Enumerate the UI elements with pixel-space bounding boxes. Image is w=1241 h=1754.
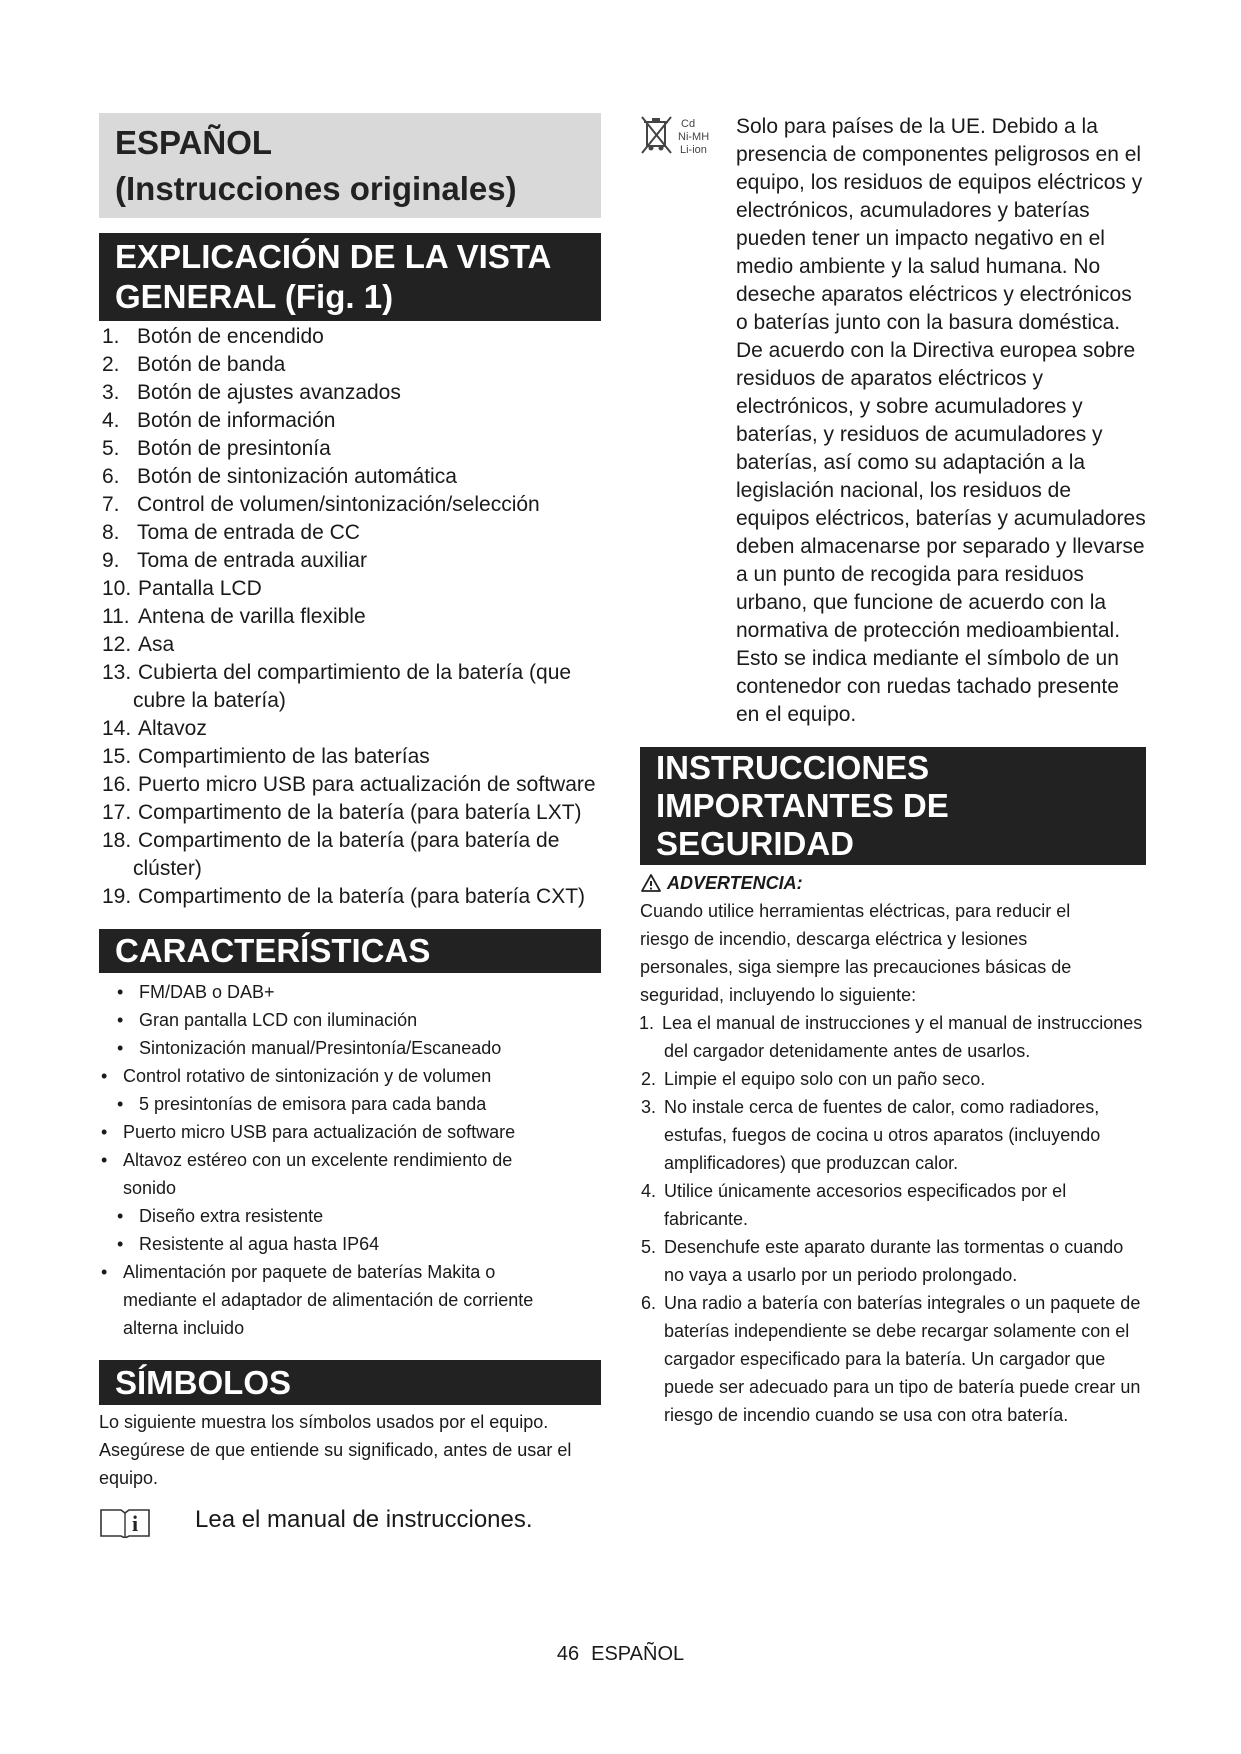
- list-item: [640, 1093, 1146, 1177]
- list-item: [99, 351, 601, 379]
- warning-title: [640, 871, 1146, 895]
- item-number: 2.: [641, 1069, 657, 1089]
- warning-label: ADVERTENCIA:: [667, 873, 803, 893]
- list-item: [99, 978, 601, 1006]
- overview-heading-line1: EXPLICACIÓN DE LA VISTA: [115, 238, 552, 275]
- item-text: Diseño extra resistente: [139, 1206, 324, 1226]
- item-text: Control rotativo de sintonización y de volumen: [123, 1066, 492, 1086]
- weee-label-cd: Cd: [681, 118, 696, 130]
- item-text: Limpie el equipo solo con un paño seco.: [664, 1069, 986, 1089]
- right-column: [640, 113, 1146, 1429]
- item-number: 5.: [102, 437, 120, 460]
- list-item: [99, 771, 601, 799]
- item-number: 19.: [102, 885, 132, 908]
- item-text: Alimentación por paquete de baterías Makita o mediante el adaptador de alimentación de corriente alterna incluido: [123, 1262, 534, 1338]
- item-text: Altavoz estéreo con un excelente rendimiento de sonido: [123, 1150, 513, 1198]
- weee-label-liion: Li-ion: [680, 144, 707, 156]
- item-number: 10.: [102, 577, 132, 600]
- item-text: Una radio a batería con baterías integrales o un paquete de baterías independiente se debe recargar solamente con el cargador especificado para la batería. Un cargador que puede ser adecuado para un tipo de batería puede crear un riesgo de incendio cuando se usa con otra batería.: [664, 1293, 1141, 1425]
- item-text: No instale cerca de fuentes de calor, como radiadores, estufas, fuegos de cocina u otros aparatos (incluyendo amplificadores) que produzcan calor.: [664, 1097, 1101, 1173]
- item-text: Toma de entrada de CC: [137, 521, 360, 544]
- item-number: 6.: [641, 1293, 657, 1313]
- symbol-read-manual: [99, 1502, 601, 1542]
- item-number: 12.: [102, 633, 132, 656]
- item-text: Puerto micro USB para actualización de software: [123, 1122, 516, 1142]
- list-item: [99, 575, 601, 603]
- list-item: [640, 1289, 1146, 1429]
- item-number: 6.: [102, 465, 120, 488]
- item-text: 5 presintonías de emisora para cada banda: [139, 1094, 487, 1114]
- item-number: 18.: [102, 829, 132, 852]
- warning-triangle-icon: [640, 873, 662, 893]
- list-item: [99, 379, 601, 407]
- safety-heading-line3: SEGURIDAD: [656, 825, 855, 862]
- safety-intro: Cuando utilice herramientas eléctricas, para reducir el riesgo de incendio, descarga eléctrica y lesiones personales, siga siempre las precauciones básicas de seguridad, incluyendo lo siguiente:: [640, 901, 1072, 1005]
- item-number: 4.: [641, 1181, 657, 1201]
- item-number: 17.: [102, 801, 132, 824]
- list-item: [640, 1009, 1146, 1065]
- item-text: Botón de ajustes avanzados: [137, 381, 401, 404]
- list-item: [99, 603, 601, 631]
- list-item: [99, 799, 601, 827]
- list-item: [99, 659, 601, 715]
- list-item: [640, 1177, 1146, 1233]
- item-text: Sintonización manual/Presintonía/Escaneado: [139, 1038, 502, 1058]
- svg-text:i: i: [132, 1511, 139, 1536]
- list-item: [99, 547, 601, 575]
- item-text: Botón de banda: [137, 353, 286, 376]
- language-title: ESPAÑOL: [115, 124, 273, 161]
- safety-list: [640, 1009, 1146, 1429]
- item-number: 11.: [102, 605, 130, 628]
- list-item: [99, 1202, 601, 1230]
- item-text: Resistente al agua hasta IP64: [139, 1234, 380, 1254]
- language-subtitle: (Instrucciones originales): [115, 170, 517, 207]
- read-manual-text: Lea el manual de instrucciones.: [195, 1506, 533, 1533]
- item-text: Compartimiento de las baterías: [138, 745, 430, 768]
- bullet: •: [101, 1150, 108, 1170]
- item-number: 1.: [102, 325, 120, 348]
- item-text: Desenchufe este aparato durante las tormentas o cuando no vaya a usarlo por un periodo prolongado.: [664, 1237, 1124, 1285]
- item-text: Botón de información: [137, 409, 336, 432]
- page-number: 46: [556, 1643, 580, 1665]
- item-number: 16.: [102, 773, 132, 796]
- list-item: [99, 715, 601, 743]
- item-number: 7.: [102, 493, 120, 516]
- bullet: •: [117, 1038, 124, 1058]
- list-item: [99, 1258, 571, 1342]
- list-item: [99, 323, 601, 351]
- list-item: [99, 1146, 563, 1202]
- bullet: •: [101, 1122, 108, 1142]
- list-item: [99, 743, 601, 771]
- overview-heading: [99, 233, 601, 321]
- list-item: [99, 883, 601, 911]
- item-text: Cubierta del compartimiento de la batería (que cubre la batería): [133, 661, 572, 712]
- safety-heading-line1: INSTRUCCIONES: [656, 749, 930, 786]
- item-number: 2.: [102, 353, 120, 376]
- weee-block: [640, 113, 1146, 729]
- page-footer: [0, 1642, 1241, 1666]
- bullet: •: [101, 1262, 108, 1282]
- bullet: •: [117, 1094, 124, 1114]
- item-number: 15.: [102, 745, 132, 768]
- features-heading-text: CARACTERÍSTICAS: [115, 932, 431, 969]
- list-item: [99, 1034, 601, 1062]
- language-header: [99, 113, 601, 218]
- bullet: •: [117, 1234, 124, 1254]
- item-text: Utilice únicamente accesorios especificados por el fabricante.: [664, 1181, 1067, 1229]
- list-item: [99, 435, 601, 463]
- symbols-intro: Lo siguiente muestra los símbolos usados por el equipo. Asegúrese de que entiende su significado, antes de usar el equipo.: [99, 1412, 572, 1488]
- item-number: 8.: [102, 521, 120, 544]
- item-text: Gran pantalla LCD con iluminación: [139, 1010, 418, 1030]
- left-column: [99, 113, 601, 1542]
- list-item: [99, 1062, 601, 1090]
- symbols-heading-text: SÍMBOLOS: [115, 1364, 292, 1401]
- list-item: [640, 1233, 1146, 1289]
- item-number: 14.: [102, 717, 132, 740]
- item-text: Asa: [138, 633, 175, 656]
- item-text: Pantalla LCD: [138, 577, 262, 600]
- list-item: [99, 491, 601, 519]
- item-text: Control de volumen/sintonización/selección: [137, 493, 540, 516]
- item-text: Compartimento de la batería (para batería de clúster): [133, 829, 560, 880]
- weee-label-nimh: Ni-MH: [678, 131, 710, 143]
- list-item: [99, 631, 601, 659]
- list-item: [99, 407, 601, 435]
- footer-language: ESPAÑOL: [591, 1643, 685, 1665]
- item-number: 3.: [641, 1097, 657, 1117]
- overview-heading-line2: GENERAL (Fig. 1): [115, 278, 394, 315]
- features-list: [99, 978, 601, 1342]
- item-text: Toma de entrada auxiliar: [137, 549, 367, 572]
- crossed-bin-icon: [640, 113, 724, 165]
- overview-list: [99, 323, 601, 911]
- item-text: Botón de encendido: [137, 325, 324, 348]
- item-number: 9.: [102, 549, 120, 572]
- list-item: [99, 463, 601, 491]
- list-item: [99, 827, 601, 883]
- safety-heading: [640, 747, 1146, 865]
- list-item: [99, 1118, 601, 1146]
- bullet: •: [117, 1206, 124, 1226]
- list-item: [640, 1065, 1146, 1093]
- item-text: FM/DAB o DAB+: [139, 982, 275, 1002]
- bullet: •: [101, 1066, 108, 1086]
- item-number: 5.: [641, 1237, 657, 1257]
- book-info-icon: [99, 1504, 151, 1538]
- item-number: 3.: [102, 381, 120, 404]
- item-text: Puerto micro USB para actualización de software: [138, 773, 596, 796]
- list-item: [99, 1230, 601, 1258]
- item-text: Altavoz: [138, 717, 207, 740]
- item-text: Lea el manual de instrucciones y el manual de instrucciones del cargador detenidamente antes de usarlos.: [662, 1013, 1143, 1061]
- item-text: Botón de sintonización automática: [137, 465, 457, 488]
- list-item: [99, 519, 601, 547]
- bullet: •: [117, 982, 124, 1002]
- list-item: [99, 1006, 601, 1034]
- safety-heading-line2: IMPORTANTES DE: [656, 787, 949, 824]
- item-number: 1.: [639, 1013, 655, 1033]
- item-text: Antena de varilla flexible: [138, 605, 366, 628]
- list-item: [99, 1090, 601, 1118]
- symbols-heading: [99, 1360, 601, 1405]
- item-text: Botón de presintonía: [137, 437, 331, 460]
- item-number: 13.: [102, 661, 132, 684]
- item-number: 4.: [102, 409, 120, 432]
- item-text: Compartimento de la batería (para batería LXT): [138, 801, 582, 824]
- bullet: •: [117, 1010, 124, 1030]
- item-text: Compartimento de la batería (para batería CXT): [138, 885, 586, 908]
- features-heading: [99, 929, 601, 973]
- weee-text: Solo para países de la UE. Debido a la presencia de componentes peligrosos en el equipo, los residuos de equipos eléctricos y electrónicos, acumuladores y baterías pueden tener un impacto negativo en el medio ambiente y la salud humana. No deseche aparatos eléctricos y electrónicos o baterías junto con la basura doméstica. De acuerdo con la Directiva europea sobre residuos de aparatos eléctricos y electrónicos, y sobre acumuladores y baterías, y residuos de acumuladores y baterías, así como su adaptación a la legislación nacional, los residuos de equipos eléctricos, baterías y acumuladores deben almacenarse por separado y llevarse a un punto de recogida para residuos urbano, que funcione de acuerdo con la normativa de protección medioambiental. Esto se indica mediante el símbolo de un contenedor con ruedas tachado presente en el equipo.: [736, 115, 1146, 726]
